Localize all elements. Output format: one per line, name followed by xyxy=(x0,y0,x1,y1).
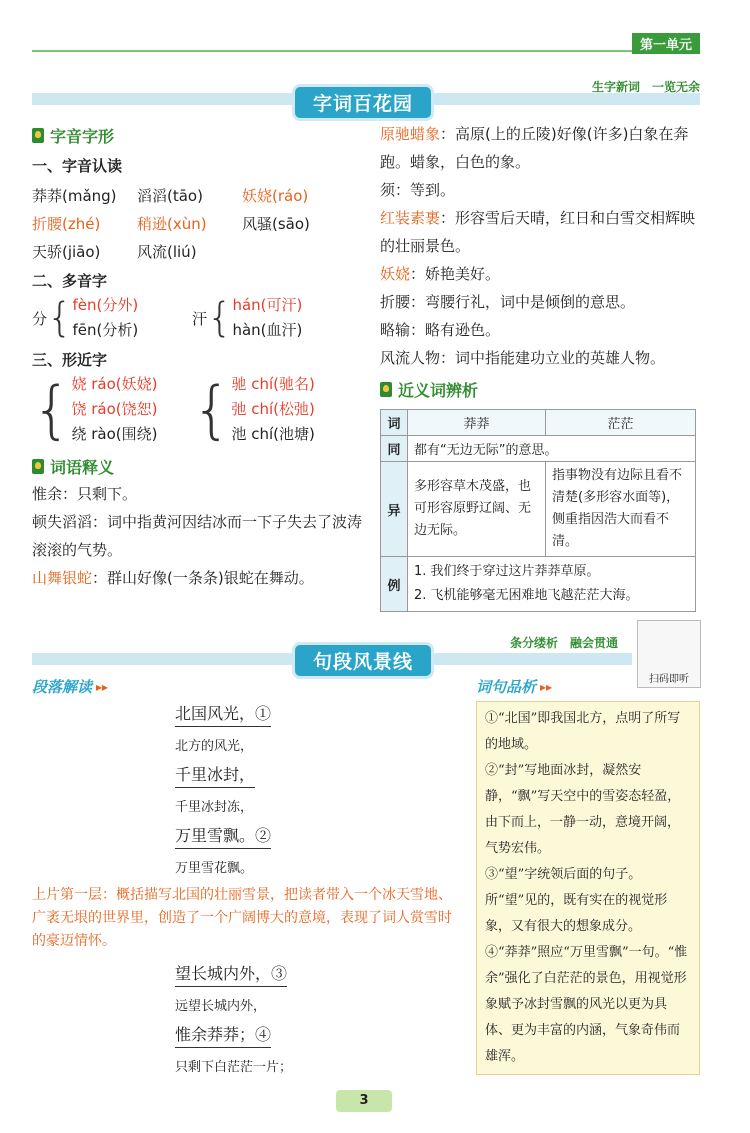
definition: 须：等到。 xyxy=(380,181,456,199)
duanluo-heading: 段落解读 ▸▸ xyxy=(32,678,109,696)
ciyu-right-list xyxy=(380,120,702,372)
poem-block-1 xyxy=(175,701,462,876)
section2-title: 句段风景线 xyxy=(292,642,434,679)
poem-translation: 只剩下白茫茫一片； xyxy=(175,1060,293,1075)
pinyin-item: 稍逊(xùn) xyxy=(137,215,207,233)
brace-icon: { xyxy=(207,295,233,341)
list-item xyxy=(380,204,702,260)
poem-line: 万里雪飘。② xyxy=(175,823,271,849)
duoyin-item-1: 分 { fèn(分外) fēn(分析) xyxy=(32,295,139,341)
bookmark-icon xyxy=(380,382,392,397)
term: 山舞银蛇 xyxy=(32,569,93,587)
definition: ：群山好像(一条条)银蛇在舞动。 xyxy=(92,569,314,587)
header-rule xyxy=(32,50,700,52)
list-item xyxy=(32,564,362,592)
brace-icon: { xyxy=(32,372,72,446)
part3-title: 三、形近字 xyxy=(32,351,108,369)
pinyin-item: 风流(liú) xyxy=(137,243,197,261)
poem-translation: 万里雪花飘。 xyxy=(175,861,254,876)
poem-translation: 北方的风光， xyxy=(175,739,254,754)
duanluo-section xyxy=(32,676,462,1083)
section1-slogan: 生字新词 一览无余 xyxy=(591,80,700,94)
double-arrow-icon: ▸▸ xyxy=(96,679,109,694)
list-item xyxy=(380,316,702,344)
poem-line: 惟余莽莽；④ xyxy=(175,1022,271,1048)
poem-translation: 远望长城内外， xyxy=(175,999,267,1014)
zyzx-heading: 字音字形 xyxy=(32,124,362,147)
term: 妖娆 xyxy=(380,265,411,283)
brace-icon: { xyxy=(47,295,73,341)
poem-line: 千里冰封， xyxy=(175,762,255,788)
term: 红装素裹 xyxy=(380,209,441,227)
ciyu-heading: 词语释义 xyxy=(32,455,362,478)
duoyin-item-2: 汗 { hán(可汗) hàn(血汗) xyxy=(192,295,303,341)
part1-title: 一、字音认读 xyxy=(32,157,123,175)
table-row: 例 1. 我们终于穿过这片莽莽草原。 2. 飞机能够毫无困难地飞越茫茫大海。 xyxy=(381,557,696,612)
definition: 惟余：只剩下。 xyxy=(32,485,138,503)
part2-title: 二、多音字 xyxy=(32,272,108,290)
note-item: ①“北国”即我国北方，点明了所写的地域。 xyxy=(485,711,681,752)
term: 原驰蜡象 xyxy=(380,125,441,143)
list-item xyxy=(380,344,702,372)
bookmark-icon xyxy=(32,128,44,143)
definition: ：娇艳美好。 xyxy=(410,265,501,283)
duanluo-summary: 上片第一层：概括描写北国的壮丽雪景，把读者带入一个冰天雪地、广袤无垠的世界里，创造了一个广阔博大的意境，表现了词人赏雪时的豪迈情怀。 xyxy=(32,887,452,949)
note-item: ②“封”写地面冰封，凝然安静，“飘”写天空中的雪姿态轻盈，由下而上，一静一动，意境开阔，气势宏伟。 xyxy=(485,763,681,856)
pinyin-item: 天骄(jiāo) xyxy=(32,243,101,261)
poem-line-group xyxy=(175,961,462,1014)
cijupinxi-heading: 词句品析 ▸▸ xyxy=(476,678,553,696)
list-item xyxy=(380,120,702,176)
poem-block-2 xyxy=(175,961,462,1075)
list-item xyxy=(380,176,702,204)
pinyin-item: 滔滔(tāo) xyxy=(137,187,203,205)
list-item xyxy=(32,480,362,508)
pinyin-row-1 xyxy=(32,182,362,210)
pinyin-item: 妖娆(ráo) xyxy=(242,187,309,205)
table-row: 词 莽莽 茫茫 xyxy=(381,410,696,436)
definition: 略输：略有逊色。 xyxy=(380,321,501,339)
poem-line-group xyxy=(175,1022,462,1075)
pinyin-item: 折腰(zhé) xyxy=(32,215,101,233)
table-row: 同 都有“无边无际”的意思。 xyxy=(381,436,696,462)
note-item: ③“望”字统领后面的句子。所“望”见的，既有实在的视觉形象，又有很大的想象成分。 xyxy=(485,867,668,934)
definition: 折腰：弯腰行礼，词中是倾倒的意思。 xyxy=(380,293,636,311)
definition: ：高原(上的丘陵)好像(许多)白象在奔跑。蜡象，白色的象。 xyxy=(380,125,689,171)
list-item xyxy=(32,508,362,564)
duoyin-group xyxy=(32,293,362,343)
section1-title: 字词百花园 xyxy=(292,84,434,121)
pinyin-item: 风骚(sāo) xyxy=(242,215,310,233)
note-item: ④“莽莽”照应“万里雪飘”一句。“惟余”强化了白茫茫的景色，用视觉形象赋予冰封雪飘的风光以更为具体、更为丰富的内涵，气象奇伟而雄浑。 xyxy=(485,945,688,1064)
pinyin-item: 莽莽(mǎng) xyxy=(32,187,117,205)
pinyin-row-2 xyxy=(32,210,362,238)
poem-translation: 千里冰封冻， xyxy=(175,800,254,815)
section2-slogan: 条分缕析 融会贯通 xyxy=(510,636,619,650)
poem-line-group xyxy=(175,701,462,754)
qr-code[interactable]: 扫码即听 xyxy=(637,620,701,688)
page-number: 3 xyxy=(336,1090,392,1112)
bookmark-icon xyxy=(32,459,44,474)
poem-line-group xyxy=(175,762,462,815)
jinyi-heading: 近义词辨析 xyxy=(380,378,702,401)
list-item xyxy=(380,260,702,288)
unit-tag: 第一单元 xyxy=(632,33,700,54)
brace-icon: { xyxy=(192,372,232,446)
ciyu-left-list xyxy=(32,480,362,592)
definition: 风流人物：词中指能建功立业的英雄人物。 xyxy=(380,349,666,367)
table-row: 异 多形容草木茂盛，也可形容原野辽阔、无边无际。 指事物没有边际且看不清楚(多形容水面等)，侧重指因浩大而看不清。 xyxy=(381,462,696,557)
jinyi-section xyxy=(380,378,702,612)
double-arrow-icon: ▸▸ xyxy=(540,679,553,694)
cijupinxi-section xyxy=(476,676,700,1075)
poem-line: 望长城内外，③ xyxy=(175,961,287,987)
poem-line: 北国风光，① xyxy=(175,701,271,727)
cijupinxi-box xyxy=(476,701,700,1075)
zyzx-section xyxy=(32,124,362,592)
poem-line-group xyxy=(175,823,462,876)
list-item xyxy=(380,288,702,316)
definition: ：形容雪后天晴，红日和白雪交相辉映的壮丽景色。 xyxy=(380,209,696,255)
xingjin-group xyxy=(32,372,362,447)
pinyin-row-3 xyxy=(32,238,362,266)
definition: 顿失滔滔：词中指黄河因结冰而一下子失去了波涛滚滚的气势。 xyxy=(32,513,363,559)
xingjin-item-2: { 驰 chí(驰名) 弛 chí(松弛) 池 chí(池塘) xyxy=(192,372,315,446)
xingjin-item-1: { 娆 ráo(妖娆) 饶 ráo(饶恕) 绕 rào(围绕) xyxy=(32,372,158,446)
jinyi-table xyxy=(380,409,696,612)
